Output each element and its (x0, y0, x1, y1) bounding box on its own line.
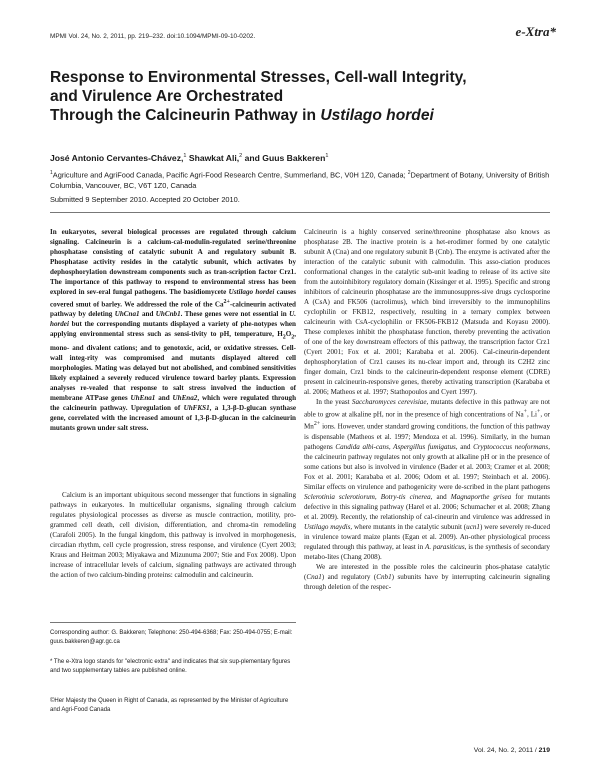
right-paragraph-1: Calcineurin is a highly conserved serine/threonine phosphatase also knows as phosphatase 2B. The inactive protein is a het-erodimer formed by one catalytic subunit A (Cna) and one regulatory subunit B (Cnb). The enzyme is activated after the interaction of the catalytic subunit with calmodulin. This asso-ciation produces conformational changes in the catalytic sub-unit leading to release of its active site from the autoinhibitory regulatory domain (Kissinger et al. 1995). Specific and strong inhibitors of calcineurin phosphatase are the immunosuppres-sive drugs cyclosporine A (CsA) and FK506 (tacrolimus), which bind irreversibly to the immunophilins cyclophilin or FKB12, respectively, resulting in a ternary complex between calcineurin with CsA-cyclophilin or FK506-FKB12 (Matsuda and Koyasu 2000). These complexes inhibit the phosphatase function, thereby preventing the activation of one of the key downstream effectors of this pathway, the transcription factor Crz1 (Cyert 2001; Fox et al. 2001; Karababa et al. 2006). Cal-cineurin-dependent dephosphorylation of Crz1 causes its nu-clear import and, through its C2H2 zinc finger domain, Crz1 binds to the calcineurin-dependent response element (CDRE) present in calcineurin-responsive genes, thereby activating transcription (Karababa et al. 2006; Matheos et al. 1997; Stathopoulos and Cyert 1997). (304, 228, 550, 396)
title-line-3 (50, 106, 570, 125)
author-3: and Guus Bakkeren (242, 153, 326, 163)
author-2-affil: 2 (239, 153, 243, 160)
footnote-divider (50, 622, 296, 623)
article-title (50, 68, 570, 125)
right-paragraph-2: In the yeast Saccharomyces cerevisiae, mutants defective in this pathway are not able to grow at alkaline pH, nor in the presence of high concentrations of Na+, Li+, or $Mn^{2+}$ ions. However, under standard growing conditions, the function of this pathway is dispensable (Matheos et al. 1997; Mendoza et al. 1996). Similarly, in the human pathogens Candida albi-cans, Aspergillus fumigatus, and Cryptococcus neoformans, the calcineurin pathway regulates not only growth at alkaline pH or in the presence of some cations but also is involved in virulence (Bader et al. 2003; Cramer et al. 2008; Fox et al. 2001; Karababa et al. 2006; Odom et al. 1997; Steinbach et al. 2006). Similar effects on virulence and pathogenicity were de-scribed in the plant pathogens Sclerotinia sclerotiorum, Botry-tis cinerea, and Magnaporthe grisea for mutants defective in this signaling pathway (Harel et al. 2006; Schumacher et al. 2008; Zhang et al. 2009). Recently, the relationship of cal-cineurin and virulence was addressed in Ustilago maydis, where mutants in the catalytic subunit (ucn1) were severely re-duced in virulence toward maize plants (Egan et al. 2009). An-other physiological process regulated through this pathway, at least in A. parasiticus, is the synthesis of secondary metabo-lites (Chang 2008). (304, 398, 551, 561)
affil-1-marker: 1 (50, 170, 53, 176)
intro-paragraph: Calcium is an important ubiquitous second messenger that functions in signaling pathways in eukaryotes. In multicellular organisms, signaling through calcium regulates physiological processes as diverse as muscle contraction, motility, pro-grammed cell death, cell division, differentiation, and chroma-tin remodeling (Carafoli 2005). In the fungal kingdom, this pathway is involved in morphogenesis, circadian rhythm, cell cycle progression, stress response, and virulence (Cyert 2003; Kraus and Heitman 2003; Miyakawa and Mizunuma 2007; Stie and Fox 2008). Upon increase of intracellular levels of calcium, signaling pathways are activated through the action of two calcium-binding proteins: calmodulin and calcineurin. (50, 491, 296, 579)
author-1: José Antonio Cervantes-Chávez, (50, 153, 184, 163)
author-3-affil: 1 (325, 153, 329, 160)
abstract-text: In eukaryotes, several biological processes are regulated through calcium signaling. Calcineurin is a calcium-cal-modulin-regulated serine/threonine phosphatase consisting of catalytic subunit A and regulatory subunit B. Phosphatase activity resides in the catalytic subunit, which activates by dephosphorylation downstream components such as tran-scription factor Crz1. The importance of this pathway to respond to environmental stress has been explored in sev-eral fungal pathogens. The basidiomycete Ustilago hordei causes covered smut of barley. We addressed the role of the $Ca^{2+}$-calcineurin activated pathway by deleting UhCna1 and UhCnb1. These genes were not essential in U. hordei but the corresponding mutants displayed a variety of phe-notypes when applying environmental stress such as sensi-tivity to pH, temperature, $H_2O_2$, mono- and divalent cations; and to genotoxic, acid, or oxidative stresses. Cell-wall integ-rity was compromised and mutants displayed altered cell morphologies. Mating was delayed but not abolished, and combined sensitivities likely explained a severely reduced virulence toward barley plants. Expression analyses re-vealed that response to salt stress involved the induction of membrane ATPase genes UhEna1 and UhEna2, which were regulated through the calcineurin pathway. Upregulation of UhFKS1, a 1,3-β-D-glucan synthase gene, correlated with the increased amount of 1,3-β-D-glucan in the calcineurin mutants grown under salt stress. (50, 228, 297, 432)
affil-1: Agriculture and AgriFood Canada, Pacific Agri-Food Research Centre, Summerland, BC, V0H 1Z0, Canada; (52, 170, 408, 180)
right-paragraph-3: We are interested in the possible roles the calcineurin phos-phatase catalytic (Cna1) and regulatory (Cnb1) subunits have by interrupting calcineurin signaling through deletion of the respec- (304, 562, 550, 591)
title-line-1: Response to Environmental Stresses, Cell-wall Integrity, (50, 69, 467, 86)
submission-dates: Submitted 9 September 2010. Accepted 20 October 2010. (50, 195, 240, 204)
title-species: Ustilago hordei (320, 107, 434, 124)
footer-volume: Vol. 24, No. 2, 2011 / (473, 747, 539, 754)
page-number: 219 (538, 747, 550, 754)
affiliations (50, 168, 560, 191)
intro-right-column (304, 227, 550, 592)
affil-2: Department of Botany, University of British Columbia, Vancouver, BC, V6T 1Z0, Canada (50, 170, 550, 191)
copyright-notice: ©Her Majesty the Queen in Right of Canada, as represented by the Minister of Agriculture and Agri-Food Canada (50, 698, 289, 713)
header-divider (50, 212, 550, 213)
intro-left-column (50, 490, 296, 580)
e-xtra-badge: e-Xtra* (515, 24, 556, 39)
page-footer (474, 747, 550, 754)
title-line-3-text: Through the Calcineurin Pathway in (50, 107, 321, 124)
affil-2-marker: 2 (407, 170, 411, 176)
e-xtra-note: * The e-Xtra logo stands for "electronic extra" and indicates that six sup-plementary figures and two supplementary tables are published online. (50, 659, 291, 674)
title-line-2: and Virulence Are Orchestrated (50, 88, 284, 105)
abstract (50, 227, 296, 433)
journal-citation: MPMI Vol. 24, No. 2, 2011, pp. 219–232. doi:10.1094/MPMI-09-10-0202. (50, 33, 256, 40)
author-list (50, 153, 328, 163)
author-2: Shawkat Ali, (186, 153, 240, 163)
correspondence-note: Corresponding author: G. Bakkeren; Telephone: 250-494-6368; Fax: 250-494-0755; E-mail: guus.bakkeren@agr.gc.ca (50, 630, 293, 645)
author-1-affil: 1 (183, 153, 187, 160)
